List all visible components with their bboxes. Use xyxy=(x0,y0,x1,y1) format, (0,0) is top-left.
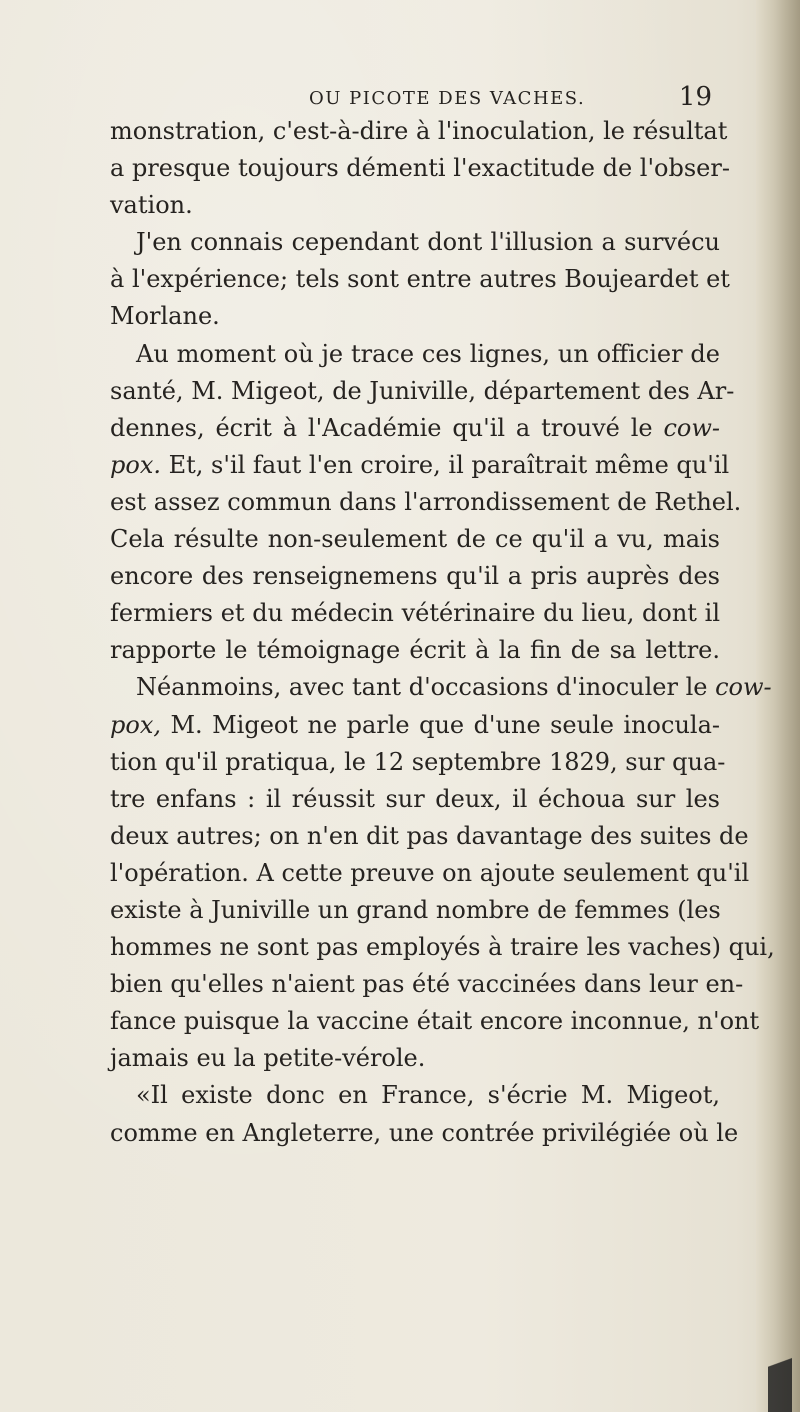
line-text: monstration, c'est-à-dire à l'inoculation, le résultat xyxy=(110,117,728,145)
text-line xyxy=(110,298,720,335)
italic-term: cow- xyxy=(663,413,721,442)
text-line xyxy=(110,113,728,150)
line-text: Au moment où je trace ces lignes, un officier de xyxy=(136,339,720,368)
line-text: Morlane. xyxy=(110,302,220,331)
text-line xyxy=(110,707,720,744)
line-text: est assez commun dans l'arrondissement de Rethel. xyxy=(110,487,742,516)
line-text: J'en connais cependant dont l'illusion a survécu xyxy=(136,228,720,257)
line-text: à l'expérience; tels sont entre autres Boujeardet et xyxy=(110,265,730,294)
line-text: rapporte le témoignage écrit à la fin de sa lettre. xyxy=(110,636,720,665)
body-text xyxy=(110,113,775,1152)
line-text: tre enfans : il réussit sur deux, il échoua sur les xyxy=(110,784,720,813)
text-line xyxy=(110,336,720,373)
line-text: santé, M. Migeot, de Juniville, département des Ar- xyxy=(110,376,735,405)
line-text: a presque toujours démenti l'exactitude de l'obser- xyxy=(110,154,730,183)
line-text: existe à Juniville un grand nombre de femmes (les xyxy=(110,895,721,924)
line-text: Et, s'il faut l'en croire, il paraîtrait même qu'il xyxy=(160,450,730,479)
line-text: M. Migeot ne parle que d'une seule inocula- xyxy=(160,710,720,739)
text-line xyxy=(110,818,749,855)
italic-term: cow- xyxy=(715,673,772,702)
line-text: comme en Angleterre, une contrée privilégiée où le xyxy=(110,1118,739,1147)
line-text: bien qu'elles n'aient pas été vaccinées dans leur en- xyxy=(110,970,744,999)
text-line xyxy=(110,447,730,484)
text-line xyxy=(110,855,750,892)
line-text: deux autres; on n'en dit pas davantage des suites de xyxy=(110,821,749,850)
line-text: hommes ne sont pas employés à traire les vaches) qui, xyxy=(110,933,775,962)
line-text: dennes, écrit à l'Académie qu'il a trouvé le xyxy=(110,413,653,442)
text-line xyxy=(110,781,720,818)
line-text: fance puisque la vaccine était encore inconnue, n'ont xyxy=(110,1007,760,1036)
text-line xyxy=(110,966,744,1003)
running-title: OU PICOTE DES VACHES. xyxy=(309,88,586,109)
line-text: l'opération. A cette preuve on ajoute seulement qu'il xyxy=(110,858,750,887)
text-line xyxy=(110,150,730,187)
line-text: vation. xyxy=(110,191,193,220)
text-line xyxy=(110,929,775,966)
text-line xyxy=(110,224,720,261)
text-line xyxy=(110,632,720,669)
text-line xyxy=(110,1003,760,1040)
line-text: Néanmoins, avec tant d'occasions d'inoculer le xyxy=(136,673,708,702)
text-line xyxy=(110,1115,739,1152)
page-corner-shadow xyxy=(768,1330,792,1412)
line-text: jamais eu la petite-vérole. xyxy=(110,1044,426,1073)
page-gutter xyxy=(756,0,800,1412)
text-line xyxy=(110,373,735,410)
text-line xyxy=(110,744,726,781)
text-line xyxy=(110,595,720,632)
text-line xyxy=(110,669,772,706)
text-line xyxy=(110,484,742,521)
line-text: fermiers et du médecin vétérinaire du lieu, dont il xyxy=(110,599,720,628)
line-text: tion qu'il pratiqua, le 12 septembre 1829, sur qua- xyxy=(110,747,726,776)
running-header xyxy=(110,84,720,114)
line-text: Cela résulte non-seulement de ce qu'il a vu, mais xyxy=(110,525,720,554)
page-number: 19 xyxy=(678,82,712,112)
text-line xyxy=(110,410,720,447)
text-line xyxy=(110,187,720,224)
text-line xyxy=(110,1077,720,1114)
italic-term: pox. xyxy=(110,450,161,479)
text-line xyxy=(110,892,720,929)
text-line xyxy=(110,558,720,595)
line-text: «Il existe donc en France, s'écrie M. Migeot, xyxy=(136,1081,720,1110)
text-line xyxy=(110,521,720,558)
text-line xyxy=(110,261,730,298)
italic-term: pox, xyxy=(110,710,161,739)
line-text: encore des renseignemens qu'il a pris auprès des xyxy=(110,562,720,591)
text-line xyxy=(110,1040,720,1077)
